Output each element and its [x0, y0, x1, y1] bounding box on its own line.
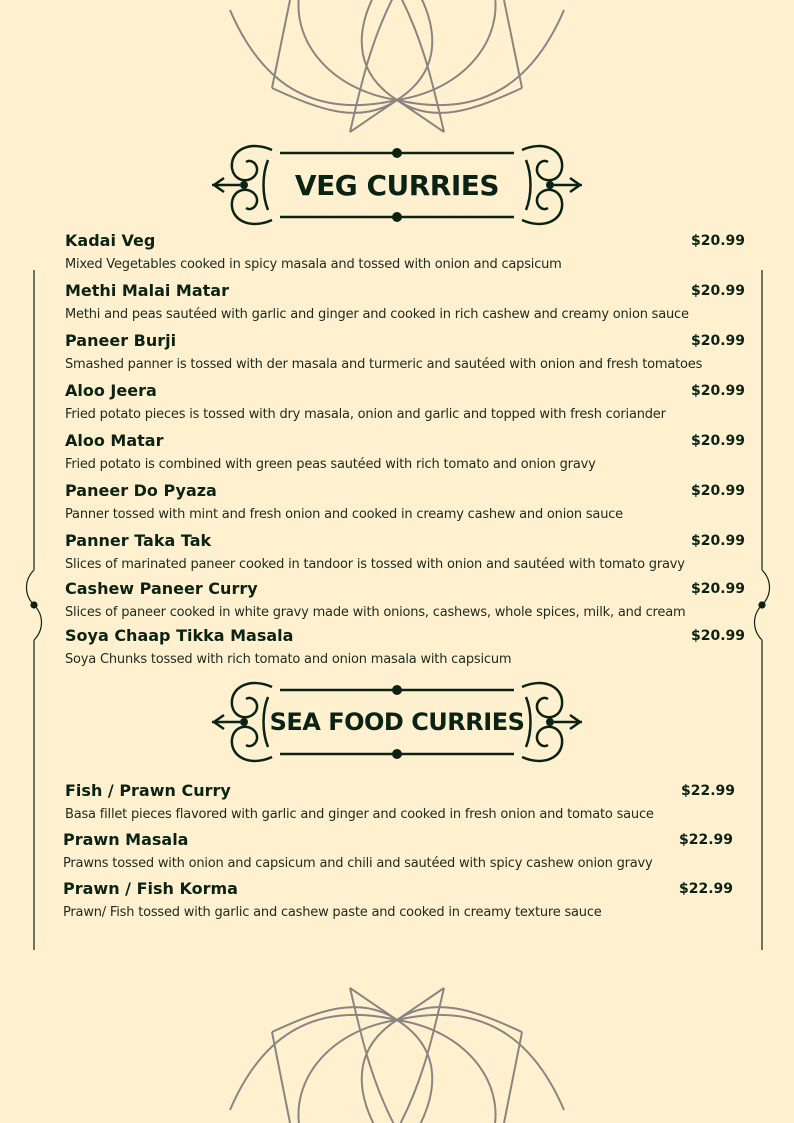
item-name: Paneer Do Pyaza	[65, 481, 217, 500]
item-price: $20.99	[690, 533, 745, 549]
item-description: Slices of paneer cooked in white gravy made with onions, cashews, whole spices, milk, and cream	[65, 605, 686, 620]
menu-item	[65, 381, 745, 427]
item-description: Fried potato pieces is tossed with dry masala, onion and garlic and topped with fresh coriander	[65, 407, 666, 422]
item-price: $20.99	[690, 581, 745, 597]
veg-curries-banner	[210, 140, 584, 230]
menu-item	[63, 879, 733, 925]
item-name: Paneer Burji	[65, 331, 177, 350]
item-price: $20.99	[690, 628, 745, 644]
item-price: $22.99	[680, 783, 735, 799]
menu-item	[63, 830, 733, 876]
item-description: Mixed Vegetables cooked in spicy masala and tossed with onion and capsicum	[65, 257, 562, 272]
menu-item	[65, 331, 745, 377]
item-description: Panner tossed with mint and fresh onion and cooked in creamy cashew and onion sauce	[65, 507, 623, 522]
menu-item	[65, 281, 745, 327]
item-description: Fried potato is combined with green peas sautéed with rich tomato and onion gravy	[65, 457, 596, 472]
item-price: $20.99	[690, 233, 745, 249]
item-name: Panner Taka Tak	[65, 531, 212, 550]
item-price: $20.99	[690, 483, 745, 499]
item-name: Aloo Jeera	[65, 381, 157, 400]
menu-item	[65, 781, 735, 827]
menu-item	[65, 481, 745, 527]
menu-item	[65, 626, 745, 672]
menu-item	[65, 579, 745, 625]
item-name: Prawn / Fish Korma	[63, 879, 238, 898]
item-description: Prawn/ Fish tossed with garlic and cashew paste and cooked in creamy texture sauce	[63, 905, 602, 920]
item-name: Cashew Paneer Curry	[65, 579, 258, 598]
item-name: Kadai Veg	[65, 231, 156, 250]
item-name: Prawn Masala	[63, 830, 189, 849]
item-description: Soya Chunks tossed with rich tomato and onion masala with capsicum	[65, 652, 512, 667]
item-price: $20.99	[690, 333, 745, 349]
item-name: Methi Malai Matar	[65, 281, 229, 300]
item-name: Fish / Prawn Curry	[65, 781, 231, 800]
item-price: $22.99	[678, 881, 733, 897]
item-name: Soya Chaap Tikka Masala	[65, 626, 294, 645]
section-title: SEA FOOD CURRIES	[269, 708, 525, 736]
item-price: $22.99	[678, 832, 733, 848]
item-description: Basa fillet pieces flavored with garlic and ginger and cooked in fresh onion and tomato sauce	[65, 807, 654, 822]
lotus-ornament-bottom	[0, 980, 794, 1123]
item-description: Smashed panner is tossed with der masala and turmeric and sautéed with onion and fresh tomatoes	[65, 357, 703, 372]
section-title: VEG CURRIES	[294, 168, 500, 202]
item-price: $20.99	[690, 283, 745, 299]
item-name: Aloo Matar	[65, 431, 164, 450]
menu-item	[65, 531, 745, 577]
seafood-curries-banner	[210, 677, 584, 767]
item-description: Slices of marinated paneer cooked in tandoor is tossed with onion and sautéed with tomato gravy	[65, 557, 685, 572]
lotus-ornament-top	[0, 0, 794, 140]
item-price: $20.99	[690, 433, 745, 449]
side-border-right	[742, 270, 782, 950]
side-border-left	[14, 270, 54, 950]
item-description: Methi and peas sautéed with garlic and ginger and cooked in rich cashew and creamy onion sauce	[65, 307, 689, 322]
menu-item	[65, 231, 745, 277]
menu-item	[65, 431, 745, 477]
item-price: $20.99	[690, 383, 745, 399]
item-description: Prawns tossed with onion and capsicum and chili and sautéed with spicy cashew onion gravy	[63, 856, 653, 871]
